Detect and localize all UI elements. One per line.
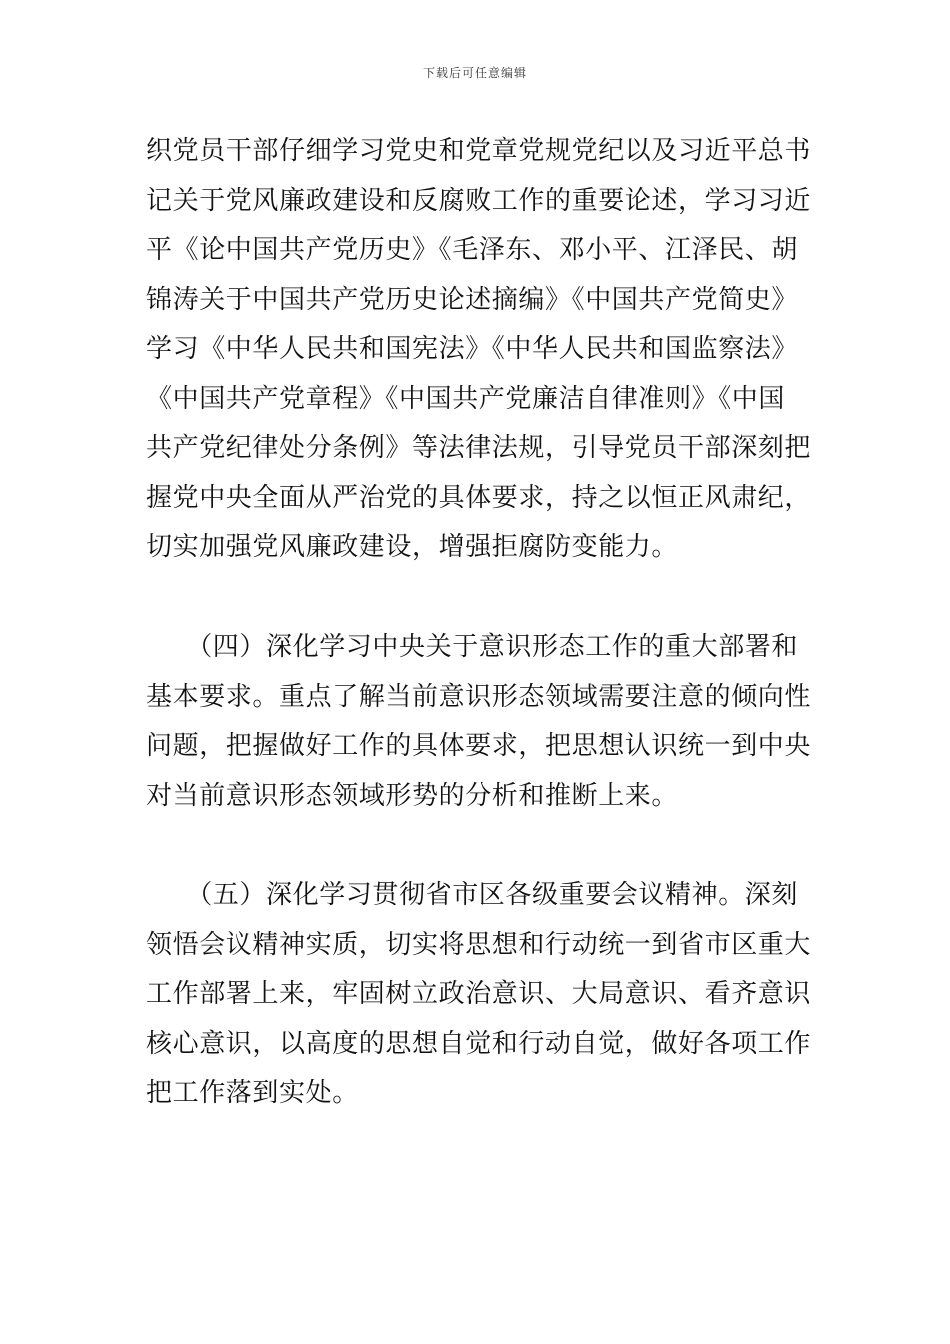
text-line: （五）深化学习贯彻省市区各级重要会议精神。深刻 xyxy=(146,880,799,910)
text-line: 领悟会议精神实质，切实将思想和行动统一到省市区重大 xyxy=(146,929,812,960)
text-line: 核心意识，以高度的思想自觉和行动自觉，做好各项工作 xyxy=(146,1028,812,1059)
text-line: 切实加强党风廉政建设，增强拒腐防变能力。 xyxy=(146,532,679,562)
text-line: 学习《中华人民共和国宪法》《中华人民共和国监察法》 xyxy=(146,334,799,364)
text-line: 记关于党风廉政建设和反腐败工作的重要论述，学习习近 xyxy=(146,185,812,216)
paragraph-party-discipline-study xyxy=(146,127,812,573)
text-line: （四）深化学习中央关于意识形态工作的重大部署和 xyxy=(146,632,799,662)
paragraph-meeting-spirit xyxy=(146,871,812,1119)
text-line: 锦涛关于中国共产党历史论述摘编》《中国共产党简史》 xyxy=(146,284,799,315)
text-line: 握党中央全面从严治党的具体要求，持之以恒正风肃纪， xyxy=(146,482,812,513)
text-line: 问题，把握做好工作的具体要求，把思想认识统一到中央 xyxy=(146,731,812,761)
text-line: 工作部署上来，牢固树立政治意识、大局意识、看齐意识 xyxy=(146,979,812,1009)
page-header-note: 下载后可任意编辑 xyxy=(422,66,527,80)
text-line: 平《论中国共产党历史》《毛泽东、邓小平、江泽民、胡 xyxy=(146,235,799,265)
text-line: 共产党纪律处分条例》等法律法规，引导党员干部深刻把 xyxy=(146,433,812,463)
text-line: 基本要求。重点了解当前意识形态领域需要注意的倾向性 xyxy=(146,681,812,712)
paragraph-ideology-work xyxy=(146,623,812,821)
text-line: 《中国共产党章程》《中国共产党廉洁自律准则》《中国 xyxy=(146,383,786,414)
text-line: 织党员干部仔细学习党史和党章党规党纪以及习近平总书 xyxy=(146,136,812,166)
text-line: 对当前意识形态领域形势的分析和推断上来。 xyxy=(146,780,679,811)
text-line: 把工作落到实处。 xyxy=(146,1078,359,1108)
